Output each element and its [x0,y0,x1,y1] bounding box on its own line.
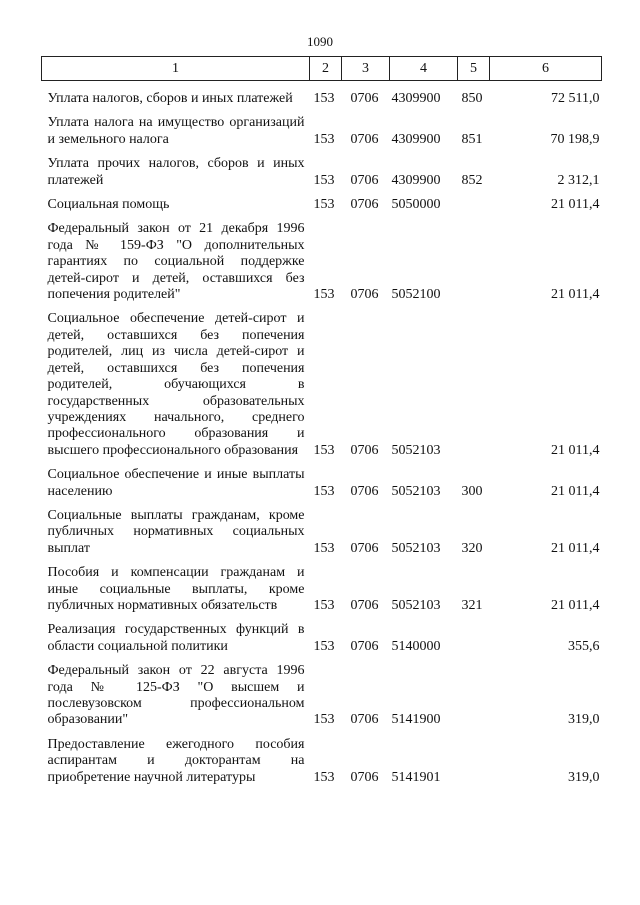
row-amount: 21 011,4 [551,597,600,613]
row-code-5 [458,616,490,657]
header-col-1: 1 [42,57,310,81]
header-col-4: 4 [390,57,458,81]
row-name: Социальная помощь [47,197,170,213]
row-amount: 21 011,4 [551,287,600,303]
row-code-2: 153 [313,638,335,654]
row-amount: 319,0 [568,712,600,728]
row-amount: 355,6 [568,638,600,654]
row-code-3: 0706 [350,131,379,147]
row-amount: 72 511,0 [551,91,600,106]
row-code-3: 0706 [350,91,379,106]
table-row [42,150,602,191]
row-name: Социальные выплаты гражданам, кроме публичных нормативных социальных выплат [47,507,305,556]
row-code-4: 5052103 [391,597,441,613]
row-code-3: 0706 [350,483,379,499]
row-code-4: 4309900 [391,91,441,106]
row-code-5 [458,657,490,731]
row-name: Уплата прочих налогов, сборов и иных платежей [47,156,305,188]
row-code-2: 153 [313,131,335,147]
row-name: Социальное обеспечение детей-сирот и детей, оставшихся без попечения родителей, лиц из числа детей-сирот и детей, оставшихся без попечения родителей, обучающихся в государственных образовательных учреждениях начального, среднего профессионального образования и высшего профессионального образования [47,311,305,458]
table-row [42,616,602,657]
row-code-2: 153 [313,172,335,188]
row-code-4: 5050000 [391,197,441,213]
row-code-3: 0706 [350,172,379,188]
budget-table [41,56,602,788]
table-row [42,305,602,461]
row-code-2: 153 [313,597,335,613]
row-code-3: 0706 [350,197,379,213]
row-code-2: 153 [313,287,335,303]
row-code-3: 0706 [350,769,379,785]
row-code-3: 0706 [350,287,379,303]
row-name: Федеральный закон от 22 августа 1996 года № 125-ФЗ "О высшем и послевузовском профессиональном образовании" [47,663,305,728]
row-code-2: 153 [313,483,335,499]
row-amount: 21 011,4 [551,197,600,213]
row-code-2: 153 [313,197,335,213]
row-code-2: 153 [313,540,335,556]
row-code-4: 5052103 [391,540,441,556]
row-code-4: 5141900 [391,712,441,728]
header-col-5: 5 [458,57,490,81]
row-code-4: 5052100 [391,287,441,303]
table-row [42,215,602,305]
row-name: Федеральный закон от 21 декабря 1996 года № 159-ФЗ "О дополнительных гарантиях по социальной поддержке детей-сирот и детей, оставшихся без попечения родителей" [47,221,305,303]
row-name: Социальное обеспечение и иные выплаты населению [47,467,305,499]
row-code-5: 300 [461,483,483,499]
table-row [42,461,602,502]
row-code-4: 5141901 [391,769,441,785]
page-number: 1090 [307,34,333,49]
row-code-2: 153 [313,442,335,458]
row-name: Реализация государственных функций в области социальной политики [47,622,305,654]
row-code-3: 0706 [350,712,379,728]
row-name: Уплата налогов, сборов и иных платежей [47,91,293,106]
row-code-5 [458,215,490,305]
row-code-5 [458,305,490,461]
header-col-2: 2 [310,57,342,81]
row-code-4: 5140000 [391,638,441,654]
row-name: Пособия и компенсации гражданам и иные социальные выплаты, кроме публичных нормативных обязательств [47,565,305,613]
row-amount: 21 011,4 [551,483,600,499]
row-code-2: 153 [313,91,335,106]
header-row [42,57,602,81]
header-col-6: 6 [490,57,602,81]
row-code-4: 5052103 [391,483,441,499]
row-code-5 [458,731,490,788]
row-code-2: 153 [313,769,335,785]
row-code-5: 851 [461,131,483,147]
row-amount: 319,0 [568,769,600,785]
table-row [42,657,602,731]
table-row [42,731,602,788]
header-col-3: 3 [342,57,390,81]
row-amount: 70 198,9 [550,131,600,147]
row-amount: 2 312,1 [557,172,600,188]
table-row [42,502,602,559]
row-code-3: 0706 [350,638,379,654]
row-code-4: 4309900 [391,172,441,188]
row-code-2: 153 [313,712,335,728]
row-code-5: 320 [461,540,483,556]
table-row [42,559,602,616]
row-code-5: 852 [461,172,483,188]
row-code-4: 5052103 [391,442,441,458]
table-row [42,109,602,150]
row-code-5: 850 [461,91,483,106]
row-amount: 21 011,4 [551,442,600,458]
row-code-5: 321 [461,597,483,613]
table-header [42,57,602,81]
row-code-3: 0706 [350,597,379,613]
row-name: Предоставление ежегодного пособия аспирантам и докторантам на приобретение научной литературы [47,736,305,785]
row-code-3: 0706 [350,540,379,556]
table-row [42,81,602,110]
row-amount: 21 011,4 [551,540,600,556]
table-body [42,81,602,789]
row-code-5 [458,191,490,215]
row-code-4: 4309900 [391,131,441,147]
row-name: Уплата налога на имущество организаций и земельного налога [47,115,305,147]
table-row [42,191,602,215]
row-code-3: 0706 [350,442,379,458]
